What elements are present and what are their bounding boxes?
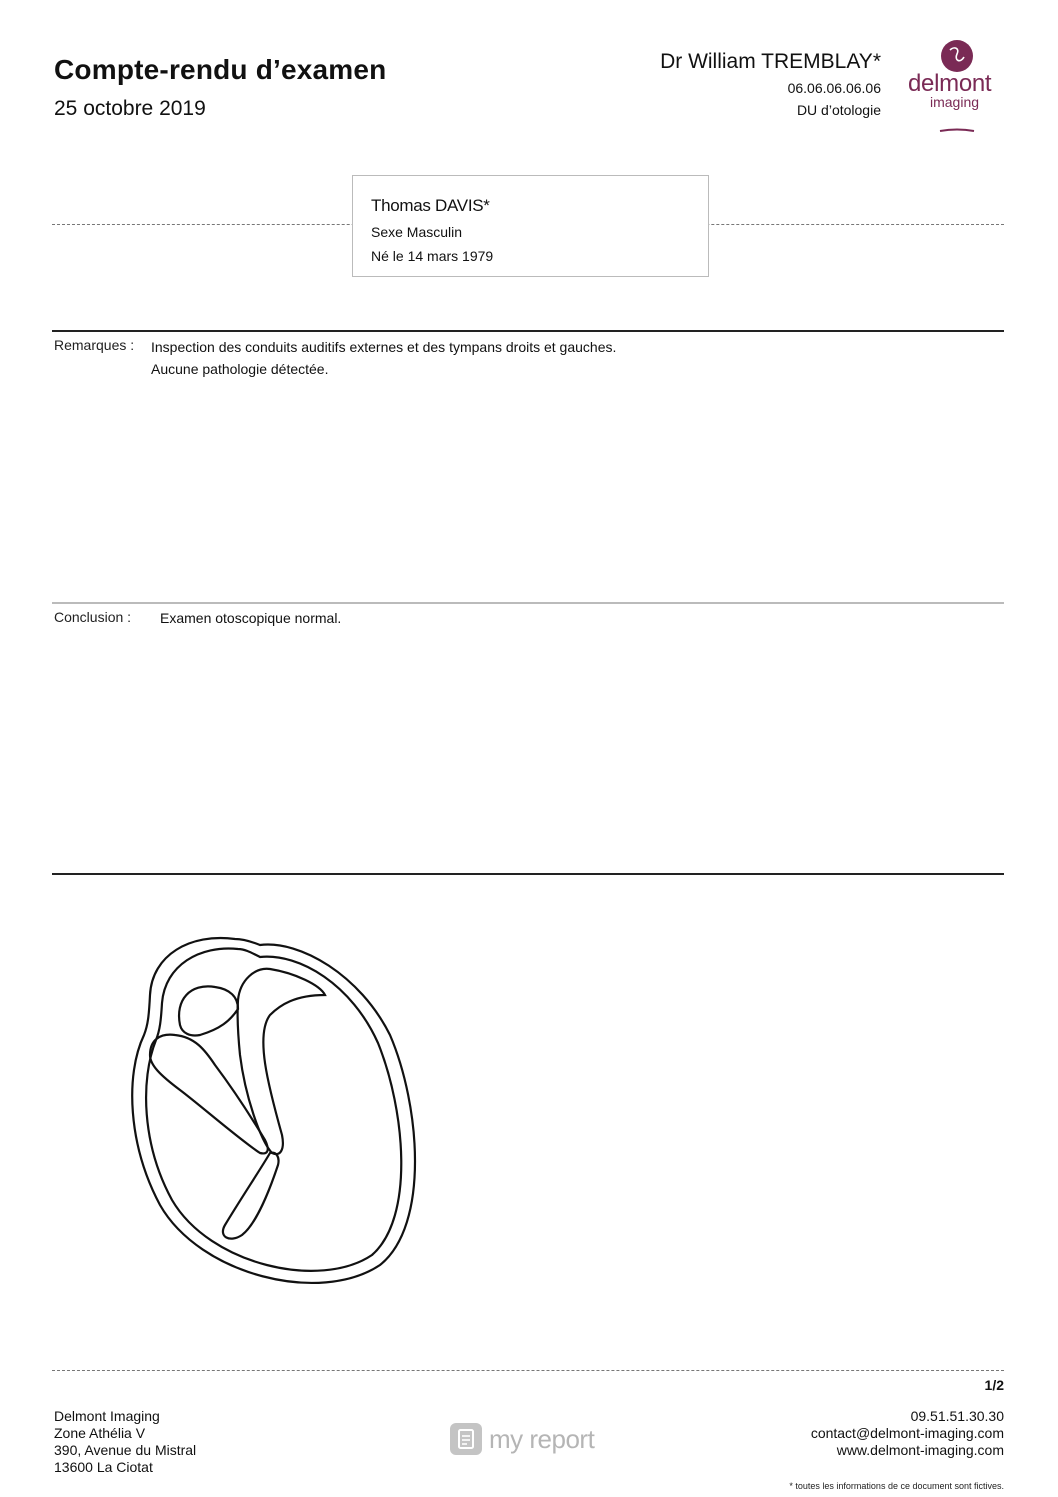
doctor-specialty: DU d’otologie: [796, 102, 881, 118]
remarks-label: Remarques :: [54, 337, 135, 353]
logo-word-delmont: delmont: [908, 70, 992, 97]
footer-divider: [52, 1370, 1004, 1371]
patient-card: [352, 175, 709, 277]
doctor-name: Dr William TREMBLAY*: [660, 50, 881, 73]
address-line: 13600 La Ciotat: [54, 1459, 153, 1475]
patient-name: Thomas DAVIS*: [371, 196, 490, 215]
doctor-block: [660, 50, 881, 118]
company-address: [54, 1408, 196, 1476]
company-contact: [811, 1408, 1004, 1459]
patient-sex: Sexe Masculin: [371, 224, 463, 240]
address-line: Zone Athélia V: [54, 1425, 146, 1441]
doctor-phone: 06.06.06.06.06: [787, 80, 881, 96]
report-date: 25 octobre 2019: [54, 97, 206, 120]
page-number: 1/2: [984, 1377, 1004, 1393]
logo-word-imaging: imaging: [930, 94, 980, 110]
tympanic-membrane-drawing: [120, 925, 430, 1300]
report-title: Compte-rendu d’examen: [54, 54, 387, 85]
address-line: 390, Avenue du Mistral: [54, 1442, 197, 1458]
contact-phone: 09.51.51.30.30: [910, 1408, 1004, 1424]
document-icon: [450, 1423, 482, 1455]
conclusion-divider: [52, 602, 1004, 604]
remarks-divider: [52, 330, 1004, 332]
myreport-brand: [450, 1422, 594, 1456]
patient-birthdate: Né le 14 mars 1979: [371, 248, 494, 264]
address-line: Delmont Imaging: [54, 1408, 160, 1424]
remarks-line-2: Aucune pathologie détectée.: [151, 361, 329, 377]
image-section-divider: [52, 873, 1004, 875]
fictitious-disclaimer: * toutes les informations de ce document sont fictives.: [789, 1481, 1004, 1491]
contact-website[interactable]: www.delmont-imaging.com: [836, 1442, 1004, 1458]
contact-email[interactable]: contact@delmont-imaging.com: [810, 1425, 1004, 1441]
conclusion-text: Examen otoscopique normal.: [160, 610, 342, 626]
delmont-logo: [905, 40, 1005, 135]
myreport-label: my report: [489, 1423, 595, 1454]
remarks-line-1: Inspection des conduits auditifs externes et des tympans droits et gauches.: [151, 339, 617, 355]
remarks-text: [151, 336, 616, 380]
conclusion-label: Conclusion :: [54, 609, 132, 625]
